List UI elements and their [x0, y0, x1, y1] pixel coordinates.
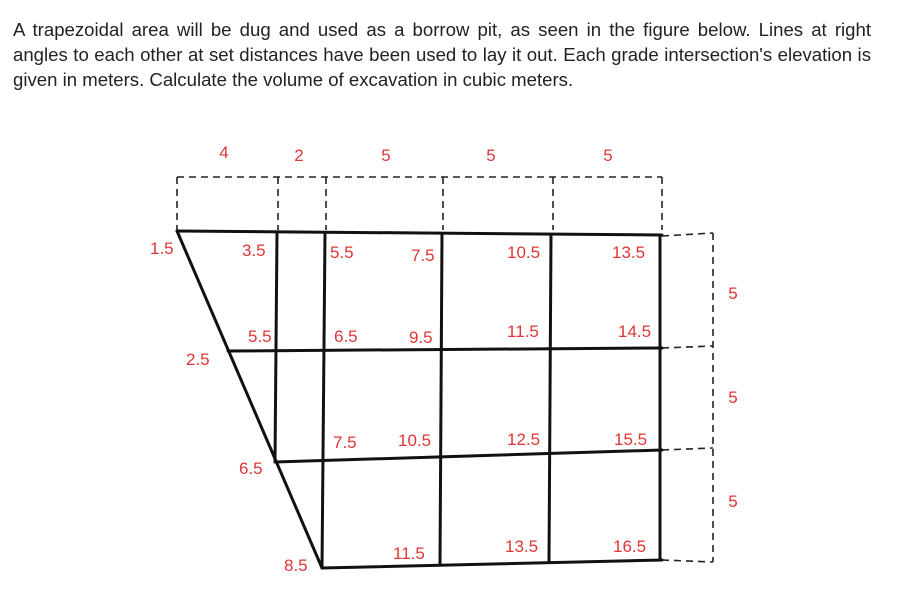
elevation-label: 13.5: [612, 243, 646, 262]
elevation-label: 3.5: [242, 241, 266, 260]
elevation-label: 11.5: [507, 322, 539, 341]
elevation-label: 5.5: [330, 243, 354, 262]
grid-col-line-4: [549, 235, 551, 562]
top-dim-label-1: 4: [219, 143, 229, 162]
grid-col-line-2: [322, 233, 325, 568]
grid-lines: [177, 231, 662, 568]
elevation-label: 5.5: [248, 327, 272, 346]
elevation-label: 10.5: [398, 431, 432, 450]
problem-statement: A trapezoidal area will be dug and used as a borrow pit, as seen in the figure below. Lines at right angles to each other at set distances have been used to lay it out. Each grade intersection's elevation is given in meters. Calculate the volume of excavation in cubic meters.: [13, 19, 871, 90]
top-dim-label-2: 2: [294, 146, 304, 165]
grid-col-line-1: [275, 232, 277, 462]
top-dim-label-4: 5: [486, 146, 496, 165]
elevation-label: 14.5: [618, 322, 652, 341]
top-dim-label-5: 5: [603, 146, 613, 165]
elevation-label: 15.5: [614, 430, 648, 449]
trapezoid-slanted-edge: [177, 231, 322, 568]
right-dimension-lines: [662, 233, 713, 562]
elevation-label: 9.5: [409, 328, 433, 347]
elevation-label: 16.5: [613, 537, 647, 556]
grid-row-line-2: [228, 348, 662, 351]
elevation-label: 7.5: [333, 433, 357, 452]
elevation-label: 1.5: [150, 239, 174, 258]
grid-col-line-3: [440, 234, 442, 565]
elevation-label: 8.5: [284, 556, 308, 575]
grid-row-line-4: [322, 560, 662, 568]
elevation-label: 13.5: [505, 537, 539, 556]
elevation-label: 6.5: [334, 327, 358, 346]
elevation-label: 6.5: [239, 459, 263, 478]
right-dim-label-1: 5: [728, 284, 738, 303]
top-dimension-lines: [177, 177, 662, 230]
elevation-label: 7.5: [411, 246, 435, 265]
elevation-label: 12.5: [507, 430, 541, 449]
right-dim-label-2: 5: [728, 388, 738, 407]
elevation-label: 10.5: [507, 243, 541, 262]
top-dim-label-3: 5: [381, 146, 391, 165]
elevation-label: 11.5: [393, 544, 425, 563]
right-dim-label-3: 5: [728, 492, 738, 511]
grid-row-line-1: [177, 231, 662, 235]
elevation-label: 2.5: [186, 350, 210, 369]
